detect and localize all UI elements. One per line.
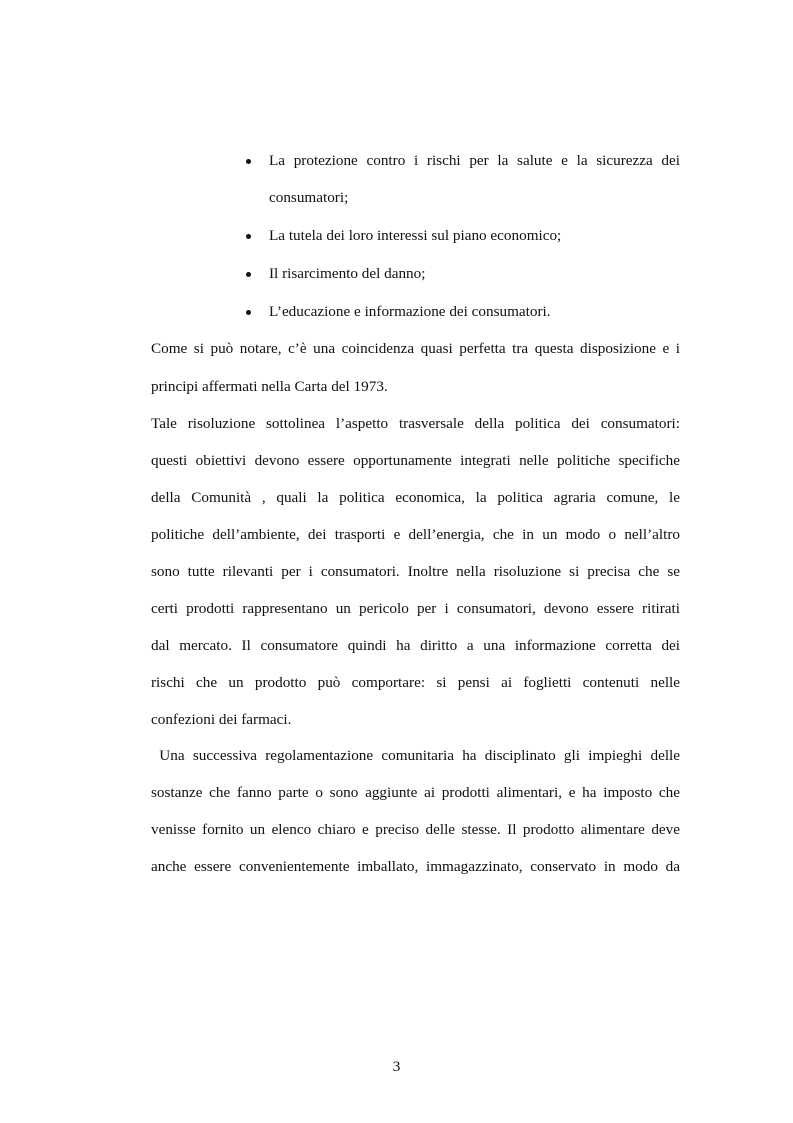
bullet-dot-icon: [246, 272, 251, 277]
page-number: 3: [392, 1058, 401, 1075]
bullet-item-1-line-1: La protezione contro i rischi per la salute e la sicurezza dei: [269, 152, 680, 169]
paragraph-line: Tale risoluzione sottolinea l’aspetto trasversale della politica dei consumatori:: [151, 415, 680, 432]
paragraph-line: anche essere convenientemente imballato, immagazzinato, conservato in modo da: [151, 858, 680, 875]
paragraph-line: confezioni dei farmaci.: [151, 711, 292, 728]
paragraph-line: Una successiva regolamentazione comunitaria ha disciplinato gli impieghi delle: [151, 747, 680, 764]
paragraph-line: sono tutte rilevanti per i consumatori. Inoltre nella risoluzione si precisa che se: [151, 563, 680, 580]
paragraph-line: principi affermati nella Carta del 1973.: [151, 378, 388, 395]
paragraph-line: sostanze che fanno parte o sono aggiunte ai prodotti alimentari, e ha imposto che: [151, 784, 680, 801]
bullet-dot-icon: [246, 159, 251, 164]
paragraph-line: questi obiettivi devono essere opportunamente integrati nelle politiche specifiche: [151, 452, 680, 469]
paragraph-line: rischi che un prodotto può comportare: si pensi ai foglietti contenuti nelle: [151, 674, 680, 691]
bullet-item-1-line-2: consumatori;: [269, 189, 349, 206]
paragraph-line: Come si può notare, c’è una coincidenza quasi perfetta tra questa disposizione e i: [151, 340, 680, 357]
bullet-item-2: La tutela dei loro interessi sul piano economico;: [269, 227, 562, 244]
paragraph-line: dal mercato. Il consumatore quindi ha diritto a una informazione corretta dei: [151, 637, 680, 654]
paragraph-line: della Comunità , quali la politica economica, la politica agraria comune, le: [151, 489, 680, 506]
bullet-item-3: Il risarcimento del danno;: [269, 265, 426, 282]
bullet-dot-icon: [246, 234, 251, 239]
paragraph-line: politiche dell’ambiente, dei trasporti e dell’energia, che in un modo o nell’altro: [151, 526, 680, 543]
paragraph-line: certi prodotti rappresentano un pericolo per i consumatori, devono essere ritirati: [151, 600, 680, 617]
paragraph-line: venisse fornito un elenco chiaro e preciso delle stesse. Il prodotto alimentare deve: [151, 821, 680, 838]
bullet-item-4: L’educazione e informazione dei consumatori.: [269, 303, 551, 320]
bullet-dot-icon: [246, 310, 251, 315]
